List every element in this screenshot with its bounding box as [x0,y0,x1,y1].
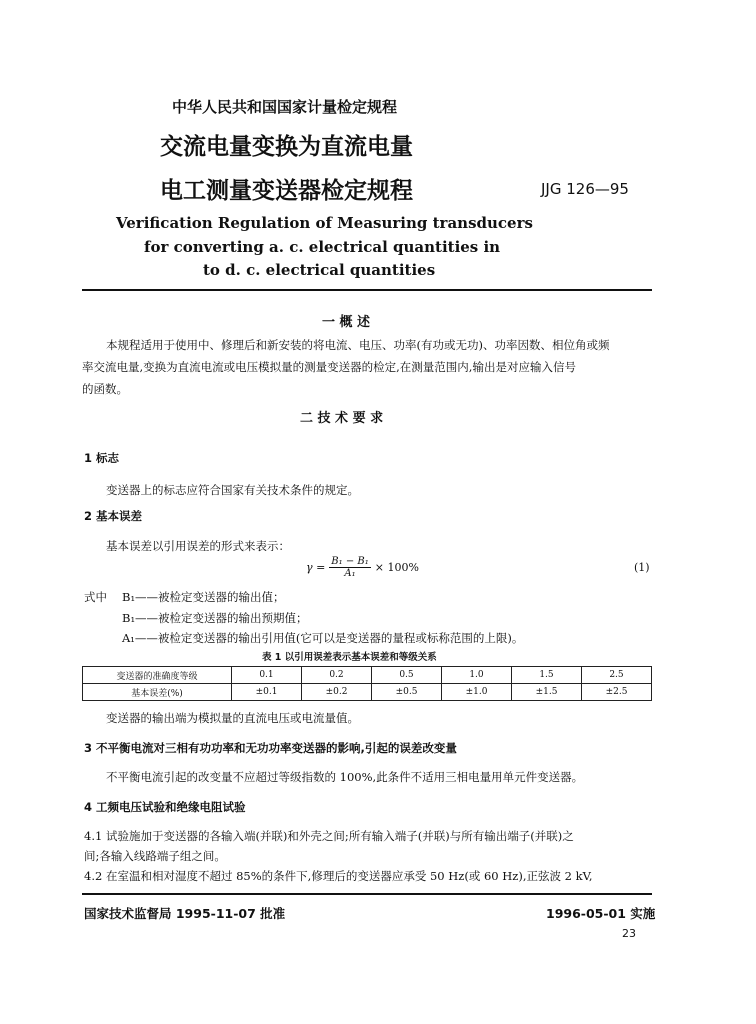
item-1-text: 变送器上的标志应符合国家有关技术条件的规定。 [106,483,359,497]
where-a: A₁——被检定变送器的输出引用值(它可以是变送器的量程或标称范围的上限)。 [122,631,524,645]
table-cell: 1.0 [442,667,512,684]
item-4-1-line-1: 4.1 试验施加于变送器的各输入端(并联)和外壳之间;所有输入端子(并联)与所有输出端子(并联)之 [84,829,574,843]
standard-series: 中华人民共和国国家计量检定规程 [172,98,398,116]
title-line-1: 交流电量变换为直流电量 [160,134,413,160]
formula-rhs: × 100% [374,560,419,574]
table-row-2-label: 基本误差(%) [83,684,232,701]
section-1-heading: 一 概 述 [322,315,371,330]
table-caption: 表 1 以引用误差表示基本误差和等级关系 [262,652,437,663]
after-table-text: 变送器的输出端为模拟量的直流电压或电流量值。 [106,711,359,725]
item-3-text: 不平衡电流引起的改变量不应超过等级指数的 100%,此条件不适用三相电量用单元件变送器。 [106,770,584,784]
table-row [83,684,652,701]
table-row-1-label: 变送器的准确度等级 [83,667,232,684]
title-line-2: 电工测量变送器检定规程 [160,178,413,204]
section-2-heading: 二 技 术 要 求 [300,411,384,426]
table-cell: ±0.1 [232,684,302,701]
formula-lhs: γ = [306,560,326,574]
formula-denominator: A₁ [344,567,356,579]
where-label: 式中 [84,590,107,604]
formula-1 [306,552,419,582]
where-b1: B₁——被检定变送器的输出值； [122,590,285,604]
table-cell: 0.2 [302,667,372,684]
table-cell: 0.1 [232,667,302,684]
formula-number: (1) [634,561,650,574]
item-1-title: 1 标志 [84,451,120,465]
header-rule [82,289,652,291]
item-3-title: 3 不平衡电流对三相有功功率和无功功率变送器的影响,引起的误差改变量 [84,741,457,755]
formula-fraction [329,556,370,579]
where-b2: B₁——被检定变送器的输出预期值； [122,611,308,625]
item-4-2-line-1: 4.2 在室温和相对湿度不超过 85%的条件下,修理后的变送器应承受 50 Hz(或 60 Hz),正弦波 2 kV, [84,869,593,883]
approval-info: 国家技术监督局 1995-11-07 批准 [84,906,286,921]
table-cell: 1.5 [512,667,582,684]
standard-code: JJG 126—95 [541,180,629,198]
section-1-para-line-2: 率交流电量,变换为直流电流或电压模拟量的测量变送器的检定,在测量范围内,输出是对应输入信号 [82,360,576,374]
table-cell: 2.5 [582,667,652,684]
item-4-title: 4 工频电压试验和绝缘电阻试验 [84,800,246,814]
item-4-1-line-2: 间;各输入线路端子组之间。 [84,849,226,863]
table-cell: ±0.2 [302,684,372,701]
error-class-table [82,666,652,701]
english-title-line-2: for converting a. c. electrical quantities in [144,238,501,256]
english-title-line-1: Verification Regulation of Measuring transducers [116,214,533,232]
table-cell: 0.5 [372,667,442,684]
table-cell: ±1.5 [512,684,582,701]
effective-date: 1996-05-01 实施 [546,906,656,921]
formula-numerator: B₁ − B₁ [331,555,369,567]
section-1-para-line-3: 的函数。 [82,382,128,396]
english-title-line-3: to d. c. electrical quantities [203,261,436,279]
item-2-text: 基本误差以引用误差的形式来表示： [106,539,290,553]
item-2-title: 2 基本误差 [84,509,143,523]
table-cell: ±2.5 [582,684,652,701]
section-1-para-line-1: 本规程适用于使用中、修理后和新安装的将电流、电压、功率(有功或无功)、功率因数、相位角或频 [106,338,610,352]
footer-rule [82,893,652,895]
page-number: 23 [622,927,636,940]
table-row [83,667,652,684]
table-cell: ±0.5 [372,684,442,701]
table-cell: ±1.0 [442,684,512,701]
